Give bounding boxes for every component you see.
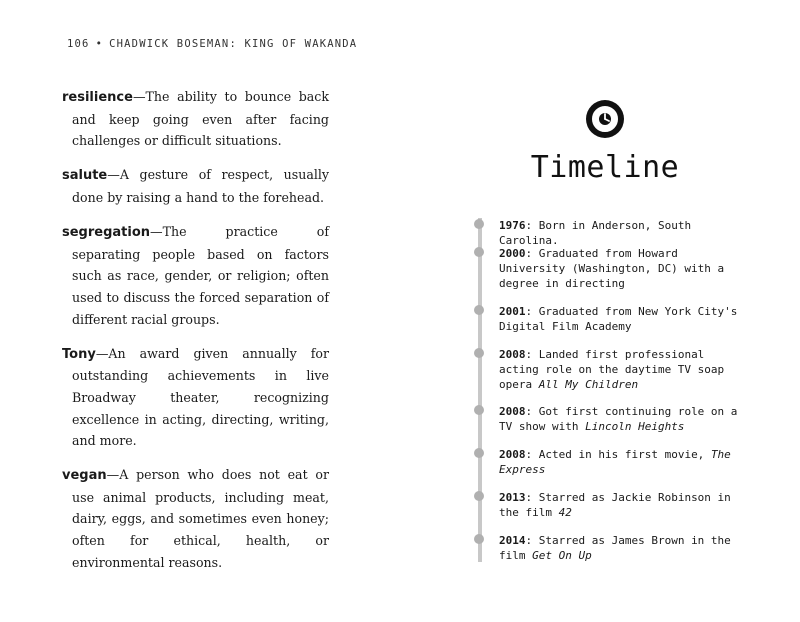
header-separator: •	[95, 38, 104, 50]
glossary-definition: —The ability to bounce back and keep going even after facing challenges or difficult situations.	[72, 89, 329, 149]
event-year: 2001	[499, 305, 526, 318]
event-year: 2008	[499, 348, 526, 361]
event-text: : Acted in his first movie,	[525, 448, 711, 461]
event-text: : Graduated from Howard University (Washington, DC) with a degree in directing	[499, 247, 725, 290]
glossary-entry	[62, 464, 329, 573]
glossary-term: resilience	[62, 90, 133, 105]
glossary-definition: —A gesture of respect, usually done by raising a hand to the forehead.	[72, 167, 329, 205]
book-title: CHADWICK BOSEMAN: KING OF WAKANDA	[109, 38, 358, 50]
timeline-dot	[474, 219, 484, 229]
glossary-term: salute	[62, 168, 108, 184]
running-header	[67, 38, 357, 50]
glossary-definition: —The practice of separating people based on factors such as race, gender, or religion; often used to discuss the forced separation of different racial groups.	[72, 224, 329, 327]
timeline-dot	[474, 348, 484, 358]
event-text: : Landed first professional acting role on the daytime TV soap opera	[499, 348, 725, 391]
clock-face	[592, 106, 618, 132]
timeline-dot	[474, 405, 484, 415]
page-number: 106	[67, 38, 90, 50]
timeline-event	[499, 533, 747, 563]
glossary-entry	[62, 86, 329, 152]
timeline-dot	[474, 534, 484, 544]
glossary	[62, 86, 329, 583]
timeline-dot	[474, 448, 484, 458]
event-text: : Starred as James Brown in the film	[499, 534, 731, 562]
timeline-dot	[474, 305, 484, 315]
event-year: 1976	[499, 219, 526, 232]
event-text: : Got first continuing role on a TV show with	[499, 405, 738, 433]
event-year: 2008	[499, 448, 526, 461]
glossary-definition: —A person who does not eat or use animal products, including meat, dairy, eggs, and sometimes even honey; often for ethical, health, or environmental reasons.	[72, 467, 329, 570]
timeline-event	[499, 246, 747, 291]
event-title: Get On Up	[532, 549, 592, 562]
timeline-event	[499, 447, 747, 477]
event-text: : Born in Anderson, South Carolina.	[499, 219, 692, 247]
timeline-event	[499, 490, 747, 520]
event-title: Lincoln Heights	[585, 420, 685, 433]
glossary-term: vegan	[62, 468, 107, 484]
glossary-entry	[62, 343, 329, 452]
timeline-event	[499, 404, 747, 434]
event-title: The Express	[499, 448, 731, 476]
event-year: 2013	[499, 491, 526, 504]
timeline-title: Timeline	[530, 150, 680, 185]
glossary-entry	[62, 221, 329, 330]
glossary-term: Tony	[62, 346, 96, 362]
glossary-entry	[62, 164, 329, 208]
event-year: 2014	[499, 534, 526, 547]
right-page	[400, 0, 800, 622]
timeline-event	[499, 347, 747, 392]
event-year: 2008	[499, 405, 526, 418]
glossary-definition: —An award given annually for outstanding achievements in live Broadway theater, recognizing excellence in acting, directing, writing, and more.	[72, 345, 329, 449]
event-title: All My Children	[538, 378, 639, 391]
timeline-line	[478, 218, 482, 562]
timeline-event	[499, 304, 747, 334]
clock-icon	[586, 100, 624, 138]
timeline-dot	[474, 247, 484, 257]
event-text: : Graduated from New York City's Digital Film Academy	[499, 305, 738, 333]
event-text: : Starred as Jackie Robinson in the film	[499, 491, 731, 519]
clock-hands-icon	[594, 108, 616, 130]
timeline-dot	[474, 491, 484, 501]
timeline-event	[499, 218, 747, 248]
glossary-term: segregation	[62, 225, 151, 241]
event-year: 2000	[499, 247, 526, 260]
event-title: 42	[558, 506, 572, 519]
